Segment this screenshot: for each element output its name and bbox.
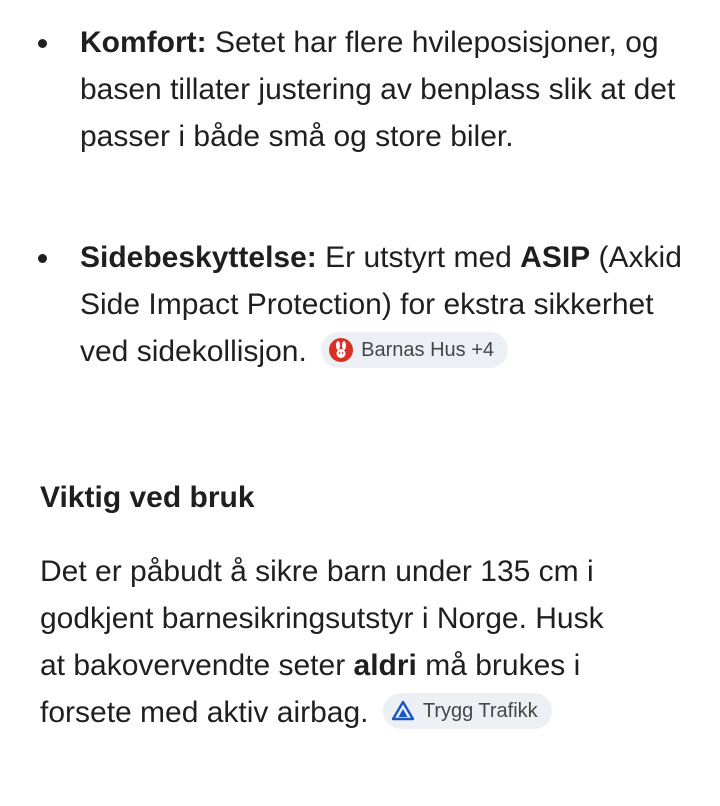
para-text-after: må brukes i forsete med aktiv airbag. [40, 649, 581, 729]
item-label: Komfort: [80, 26, 207, 59]
item-label: Sidebeskyttelse: [80, 241, 317, 274]
para-text-before: Det er påbudt å sikre barn under 135 cm i godkjent barnesikringsutstyr i Norge. Husk at bakovervendte seter [40, 555, 604, 682]
item-text-after: (Axkid Side Impact Protection) for ekstra sikkerhet ved sidekollisjon. [80, 241, 682, 368]
item-text-before: Er utstyrt med [316, 241, 521, 274]
item-bold-inline: ASIP [520, 241, 591, 274]
list-item-sidebeskyttelse [0, 234, 720, 375]
source-chip-barnas-hus[interactable] [321, 332, 508, 368]
source-chip-trygg-trafikk[interactable] [383, 693, 552, 729]
section-heading: Viktig ved bruk [40, 481, 255, 514]
para-bold-inline: aldri [353, 649, 417, 682]
chip-label: Trygg Trafikk [422, 700, 538, 723]
chip-label: Barnas Hus +4 [361, 339, 494, 362]
item-text: Setet har flere hvileposisjoner, og basen tillater justering av benplass slik at det passer i både små og store biler. [80, 26, 676, 153]
bullet-dot [38, 39, 47, 48]
rabbit-logo-icon [329, 338, 353, 362]
bullet-dot [38, 254, 47, 263]
warning-triangle-icon [391, 699, 415, 723]
section-paragraph [40, 548, 620, 736]
list-item-komfort [0, 19, 720, 160]
